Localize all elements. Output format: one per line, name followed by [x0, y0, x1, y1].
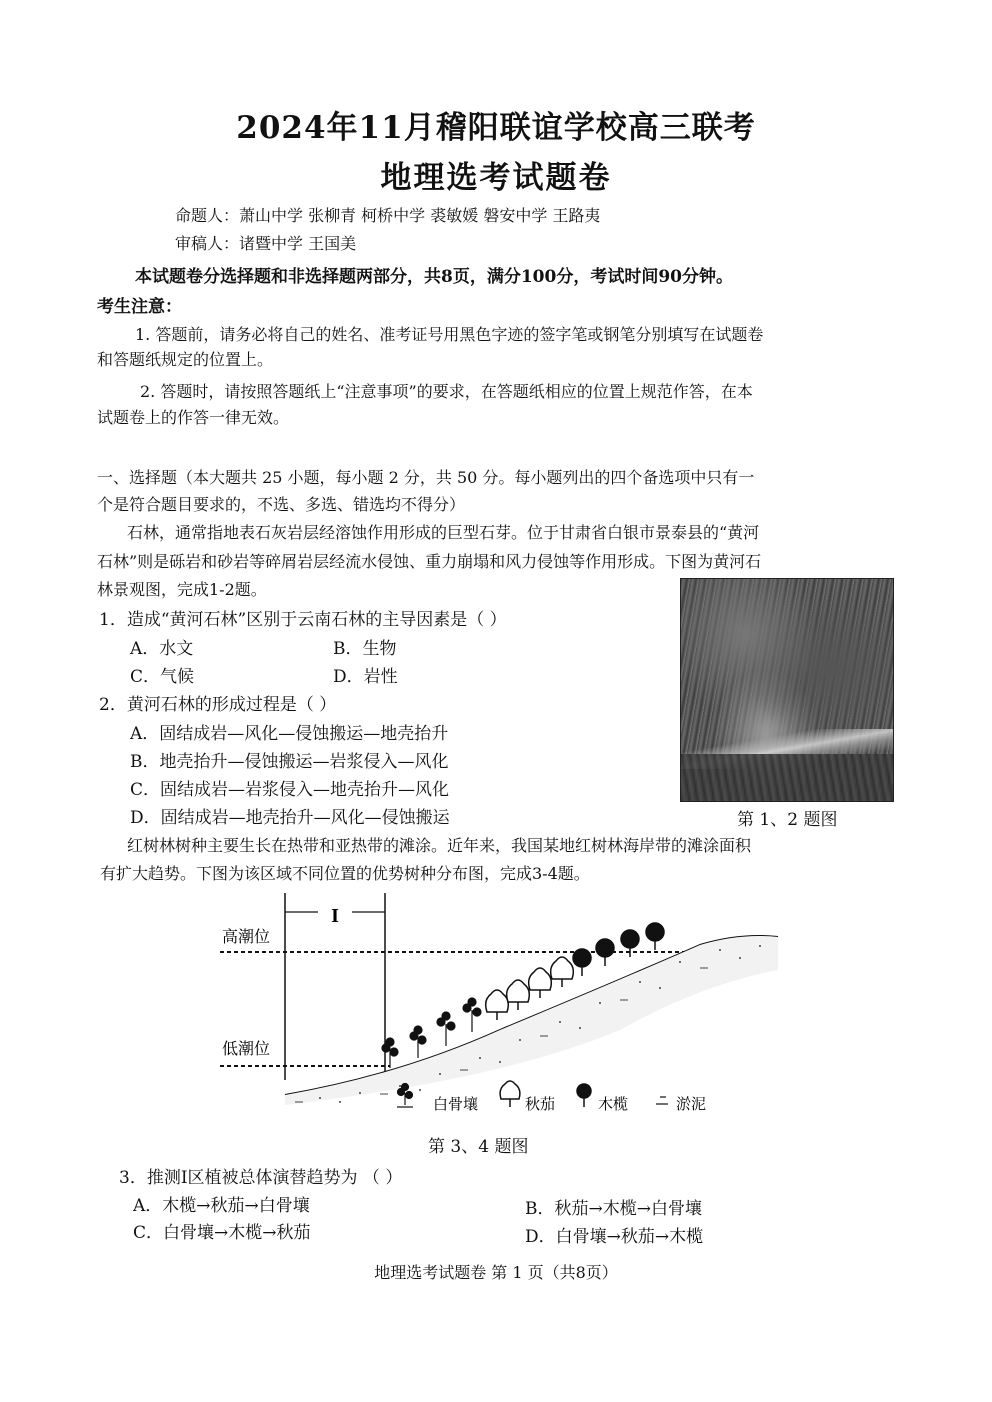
- stone-forest-photo: [680, 578, 894, 802]
- q3-option-c[interactable]: C．白骨壤→木榄→秋茄: [133, 1223, 311, 1243]
- q3-option-d[interactable]: D．白骨壤→秋茄→木榄: [525, 1227, 704, 1247]
- notice-item-2: 2. 答题时，请按照答题纸上“注意事项”的要求，在答题纸相应的位置上规范作答，在本: [140, 382, 753, 401]
- q2-option-a[interactable]: A．固结成岩—风化—侵蚀搬运—地壳抬升: [130, 724, 449, 744]
- notice-item-1-cont: 和答题纸规定的位置上。: [97, 350, 274, 369]
- legend-avicennia-label: 白骨壤: [433, 1095, 479, 1113]
- exam-intro: 本试题卷分选择题和非选择题两部分，共8页，满分100分，考试时间90分钟。: [135, 267, 733, 287]
- high-tide-label: 高潮位: [222, 927, 271, 946]
- question-2: 2．黄河石林的形成过程是（ ）: [99, 695, 337, 715]
- q1-option-a[interactable]: A．水文: [130, 639, 194, 659]
- notice-item-2-cont: 试题卷上的作答一律无效。: [97, 408, 290, 427]
- mangrove-figure: [200, 890, 800, 1125]
- question-3: 3．推测Ⅰ区植被总体演替趋势为 （ ）: [119, 1168, 403, 1188]
- legend-kandelia-icon: [500, 1081, 520, 1107]
- legend-kandelia-label: 秋茄: [525, 1095, 556, 1113]
- legend-mud-label: 淤泥: [676, 1095, 707, 1113]
- authors-line: 命题人：萧山中学 张柳青 柯桥中学 裘敏媛 磐安中学 王路夷: [175, 206, 601, 225]
- notice-item-1: 1. 答题前，请务必将自己的姓名、准考证号用黑色字迹的签字笔或钢笔分别填写在试题卷: [135, 325, 764, 344]
- stem-q1-2: 石林，通常指地表石灰岩层经溶蚀作用形成的巨型石芽。位于甘肃省白银市景泰县的“黄河: [127, 523, 760, 542]
- legend-mud-icon: [656, 1097, 668, 1104]
- q2-option-d[interactable]: D．固结成岩—地壳抬升—风化—侵蚀搬运: [130, 808, 450, 828]
- q1-option-c[interactable]: C．气候: [130, 667, 195, 687]
- q2-option-b[interactable]: B．地壳抬升—侵蚀搬运—岩浆侵入—风化: [130, 752, 449, 772]
- mud-layer: [285, 936, 778, 1105]
- q2-option-c[interactable]: C．固结成岩—岩浆侵入—地壳抬升—风化: [130, 780, 450, 800]
- stem-q1-2-line3: 林景观图，完成1-2题。: [97, 580, 267, 599]
- section-heading: 一、选择题（本大题共 25 小题，每小题 2 分，共 50 分。每小题列出的四个备选项中只有一: [97, 468, 755, 487]
- zone-label: I: [331, 905, 339, 927]
- exam-subtitle: 地理选考试题卷: [380, 160, 612, 196]
- legend-bruguiera-icon: [577, 1084, 591, 1107]
- stem-q3-4: 红树林树种主要生长在热带和亚热带的滩涂。近年来，我国某地红树林海岸带的滩涂面积: [127, 836, 752, 855]
- notice-heading: 考生注意：: [97, 297, 182, 317]
- exam-title: 2024年11月稽阳联谊学校高三联考: [236, 110, 756, 146]
- section-heading-cont: 个是符合题目要求的，不选、多选、错选均不得分）: [97, 495, 466, 514]
- q1-option-d[interactable]: D．岩性: [333, 667, 398, 687]
- stem-q3-4-line2: 有扩大趋势。下图为该区域不同位置的优势树种分布图，完成3-4题。: [100, 864, 590, 883]
- q3-option-b[interactable]: B．秋茄→木榄→白骨壤: [525, 1199, 702, 1219]
- reviewer-line: 审稿人：诸暨中学 王国美: [175, 234, 357, 253]
- stem-q1-2-line2: 石林”则是砾岩和砂岩等碎屑岩层经流水侵蚀、重力崩塌和风力侵蚀等作用形成。下图为黄河石: [97, 552, 762, 571]
- low-tide-label: 低潮位: [222, 1039, 271, 1058]
- photo-foreground: [681, 754, 893, 801]
- figure-caption: 第 3、4 题图: [428, 1137, 529, 1157]
- legend-bruguiera-label: 木榄: [598, 1095, 629, 1113]
- q1-option-b[interactable]: B．生物: [333, 639, 397, 659]
- question-1: 1．造成“黄河石林”区别于云南石林的主导因素是（ ）: [99, 610, 507, 630]
- q3-option-a[interactable]: A．木榄→秋茄→白骨壤: [133, 1196, 310, 1216]
- photo-caption: 第 1、2 题图: [737, 810, 838, 830]
- page-footer: 地理选考试题卷 第 1 页（共8页）: [374, 1263, 618, 1282]
